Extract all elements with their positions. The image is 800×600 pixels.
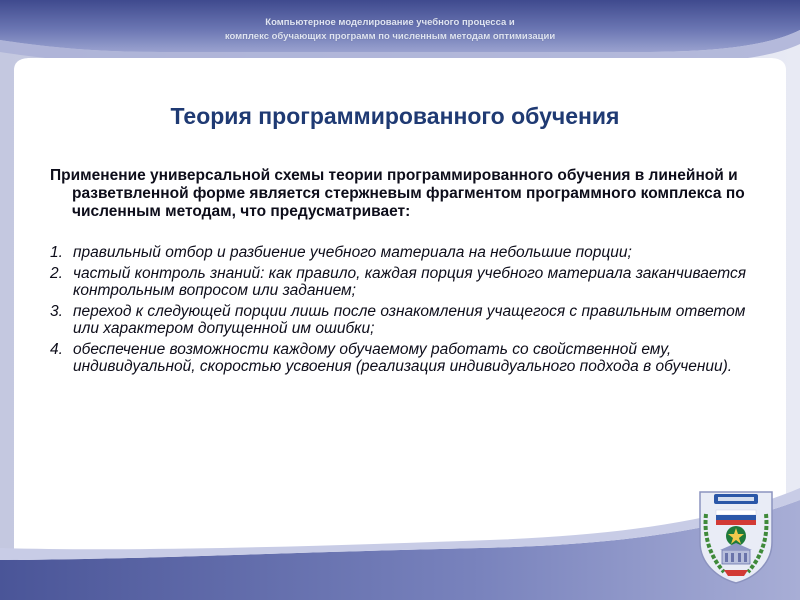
header-course-line-2: комплекс обучающих программ по численным методам оптимизации bbox=[224, 31, 556, 42]
header-course-line-1: Компьютерное моделирование учебного процесса и bbox=[265, 17, 515, 28]
list-item bbox=[50, 303, 765, 337]
list-item bbox=[50, 341, 765, 375]
points-list bbox=[50, 244, 765, 379]
list-item bbox=[50, 265, 765, 299]
intro-text: Применение универсальной схемы теории программированного обучения в линейной и разветвленной форме является стержневым фрагментом программного комплекса по численным методам, что предусматривает: bbox=[50, 167, 745, 220]
list-item-number: 3. bbox=[50, 303, 63, 320]
list-item-number: 1. bbox=[50, 244, 63, 261]
list-item-text: переход к следующей порции лишь после ознакомления учащегося с правильным ответом или характером допущенной им ошибки; bbox=[73, 303, 746, 337]
list-item-number: 2. bbox=[50, 265, 63, 282]
list-item-text: правильный отбор и разбиение учебного материала на небольшие порции; bbox=[73, 244, 632, 261]
university-crest-icon bbox=[694, 484, 778, 584]
slide-title: Теория программированного обучения bbox=[170, 103, 620, 129]
list-item-text: обеспечение возможности каждому обучаемому работать со свойственной ему, индивидуальной, скоростью усвоения (реализация индивидуального подхода в обучении). bbox=[73, 341, 733, 375]
intro-paragraph bbox=[50, 167, 765, 221]
list-item-text: частый контроль знаний: как правило, каждая порция учебного материала заканчивается контрольным вопросом или заданием; bbox=[73, 265, 747, 299]
list-item-number: 4. bbox=[50, 341, 63, 358]
list-item bbox=[50, 244, 765, 261]
